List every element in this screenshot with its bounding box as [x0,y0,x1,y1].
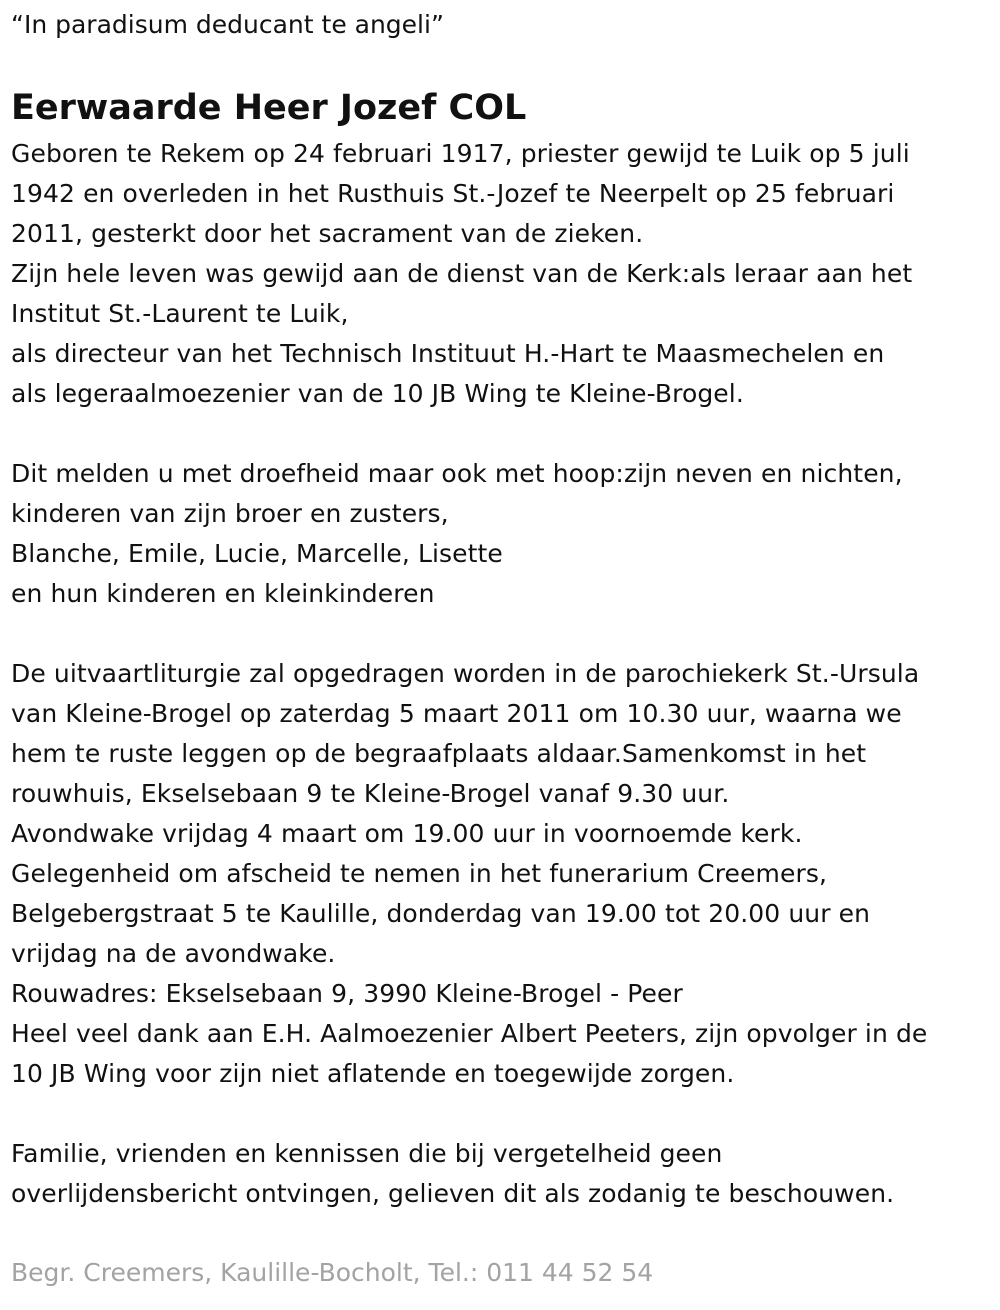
announcement-line: en hun kinderen en kleinkinderen [11,579,435,608]
funeral-line: Belgebergstraat 5 te Kaulille, donderdag van 19.00 tot 20.00 uur en [11,899,871,928]
epigraph-quote: “In paradisum deducant te angeli” [11,10,444,39]
biography-paragraph [11,134,912,414]
announcement-line: Dit melden u met droefheid maar ook met hoop:zijn neven en nichten, [11,459,903,488]
announcement-line: Blanche, Emile, Lucie, Marcelle, Lisette [11,539,503,568]
funeral-line: vrijdag na de avondwake. [11,939,336,968]
biography-line: Zijn hele leven was gewijd aan de dienst van de Kerk:als leraar aan het [11,259,913,288]
funeral-details-paragraph [11,654,927,1094]
biography-line: als legeraalmoezenier van de 10 JB Wing te Kleine-Brogel. [11,379,744,408]
funeral-line: De uitvaartliturgie zal opgedragen worden in de parochiekerk St.-Ursula [11,659,920,688]
biography-line: Geboren te Rekem op 24 februari 1917, priester gewijd te Luik op 5 juli [11,139,910,168]
announcement-paragraph [11,454,903,614]
obituary-title: Eerwaarde Heer Jozef COL [11,88,527,128]
biography-line: als directeur van het Technisch Instituut H.-Hart te Maasmechelen en [11,339,885,368]
funeral-line: Avondwake vrijdag 4 maart om 19.00 uur in voornoemde kerk. [11,819,803,848]
closing-paragraph [11,1134,894,1214]
funeral-line: van Kleine-Brogel op zaterdag 5 maart 2011 om 10.30 uur, waarna we [11,699,902,728]
biography-line: 2011, gesterkt door het sacrament van de zieken. [11,219,644,248]
biography-line: Institut St.-Laurent te Luik, [11,299,349,328]
funeral-line: Gelegenheid om afscheid te nemen in het funerarium Creemers, [11,859,827,888]
funeral-line: hem te ruste leggen op de begraafplaats aldaar.Samenkomst in het [11,739,867,768]
announcement-line: kinderen van zijn broer en zusters, [11,499,449,528]
funeral-home-footer: Begr. Creemers, Kaulille-Bocholt, Tel.: 011 44 52 54 [11,1258,654,1287]
funeral-line: rouwhuis, Ekselsebaan 9 te Kleine-Brogel vanaf 9.30 uur. [11,779,730,808]
funeral-line: Heel veel dank aan E.H. Aalmoezenier Albert Peeters, zijn opvolger in de [11,1019,928,1048]
closing-line: Familie, vrienden en kennissen die bij vergetelheid geen [11,1139,723,1168]
closing-line: overlijdensbericht ontvingen, gelieven dit als zodanig te beschouwen. [11,1179,895,1208]
funeral-line: Rouwadres: Ekselsebaan 9, 3990 Kleine-Brogel - Peer [11,979,683,1008]
biography-line: 1942 en overleden in het Rusthuis St.-Jozef te Neerpelt op 25 februari [11,179,895,208]
funeral-line: 10 JB Wing voor zijn niet aflatende en toegewijde zorgen. [11,1059,735,1088]
